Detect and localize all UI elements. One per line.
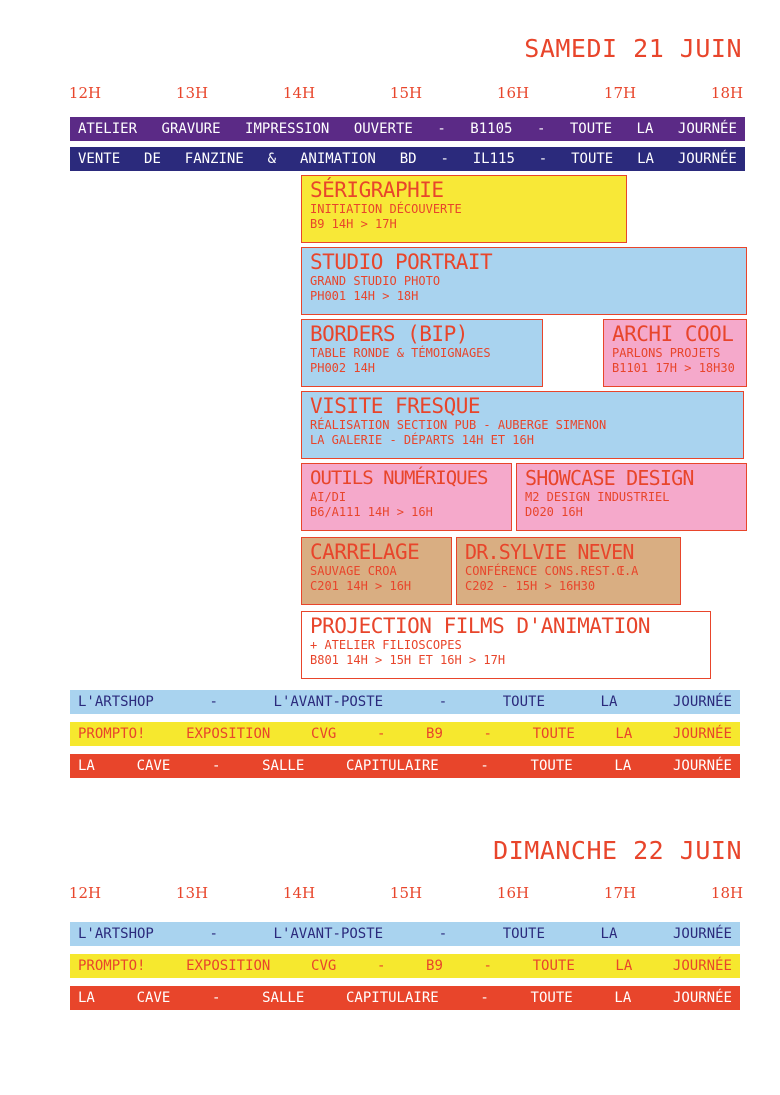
hour-label: 17H [603,84,637,102]
bar-word: - [211,758,221,774]
event-title: SÉRIGRAPHIE [310,178,444,202]
event-projection-films [301,611,711,679]
hour-label: 18H [710,884,744,902]
event-location: B6/A111 14H > 16H [310,505,433,519]
event-title: ARCHI COOL [612,322,734,346]
bar-word: LA [614,990,632,1006]
all-day-bar-prompto [70,722,740,746]
bar-word: LA [600,926,618,942]
event-carrelage [301,537,452,605]
bar-word: CVG [311,726,337,742]
event-location: D020 16H [525,505,583,519]
bar-word: JOURNÉE [672,958,732,974]
event-serigraphie [301,175,627,243]
bar-word: JOURNÉE [677,151,737,167]
sunday-bar-artshop [70,922,740,946]
bar-word: B9 [426,958,443,974]
sunday-hour-axis [0,884,780,908]
event-title: OUTILS NUMÉRIQUES [310,467,488,489]
bar-word: B1105 [470,121,513,137]
bar-word: - [437,121,446,137]
bar-word: TOUTE [530,758,573,774]
bar-word: FANZINE [184,151,244,167]
bar-word: JOURNÉE [672,926,732,942]
event-subtitle: AI/DI [310,490,347,504]
bar-word: TOUTE [530,990,573,1006]
hour-label: 16H [496,84,530,102]
event-subtitle: PARLONS PROJETS [612,346,721,360]
bar-word: - [376,726,386,742]
saturday-title: SAMEDI 21 JUIN [524,34,742,63]
event-location: C202 - 15H > 16H30 [465,579,596,593]
event-subtitle: RÉALISATION SECTION PUB - AUBERGE SIMENON [310,418,607,432]
hour-label: 15H [389,84,423,102]
event-subtitle: M2 DESIGN INDUSTRIEL [525,490,670,504]
bar-word: - [480,990,489,1006]
bar-word: CAPITULAIRE [345,990,439,1006]
hour-label: 13H [175,884,209,902]
event-subtitle: TABLE RONDE & TÉMOIGNAGES [310,346,491,360]
event-subtitle: CONFÉRENCE CONS.REST.Œ.A [465,564,639,578]
bar-word: L'AVANT-POSTE [273,694,384,710]
event-subtitle: + ATELIER FILIOSCOPES [310,638,462,652]
bar-word: LA [614,758,632,774]
event-location: C201 14H > 16H [310,579,412,593]
bar-word: - [438,694,448,710]
event-subtitle: INITIATION DÉCOUVERTE [310,202,462,216]
bar-word: - [483,726,492,742]
event-archi-cool [603,319,747,387]
all-day-bar-gravure [70,117,745,141]
bar-word: - [483,958,492,974]
bar-word: LA [600,694,618,710]
bar-word: TOUTE [571,151,614,167]
bar-word: TOUTE [502,926,545,942]
event-title: VISITE FRESQUE [310,394,481,418]
event-studio-portrait [301,247,747,315]
event-title: BORDERS (BIP) [310,322,468,346]
bar-word: TOUTE [532,726,575,742]
bar-word: - [536,121,546,137]
event-sylvie-neven [456,537,681,605]
event-outils-numeriques [301,463,512,531]
event-location: B9 14H > 17H [310,217,397,231]
bar-word: JOURNÉE [672,726,732,742]
bar-word: JOURNÉE [672,694,732,710]
bar-word: JOURNÉE [672,758,732,774]
bar-word: TOUTE [532,958,575,974]
bar-word: - [376,958,386,974]
bar-word: JOURNÉE [677,121,737,137]
bar-word: - [480,758,489,774]
sunday-bar-prompto [70,954,740,978]
event-visite-fresque [301,391,744,459]
bar-word: SALLE [262,758,305,774]
bar-word: CAVE [136,758,171,774]
event-title: CARRELAGE [310,540,420,564]
event-location: B1101 17H > 18H30 [612,361,735,375]
bar-word: L'ARTSHOP [78,694,154,710]
event-title: PROJECTION FILMS D'ANIMATION [310,614,651,638]
event-location: B801 14H > 15H ET 16H > 17H [310,653,506,667]
bar-word: JOURNÉE [672,990,732,1006]
hour-label: 13H [175,84,209,102]
bar-word: DE [144,151,161,167]
bar-word: - [209,926,218,942]
bar-word: OUVERTE [353,121,413,137]
event-subtitle: SAUVAGE CROA [310,564,397,578]
bar-word: CAVE [136,990,171,1006]
bar-word: BD [399,151,417,167]
hour-label: 18H [710,84,744,102]
hour-label: 12H [68,84,102,102]
bar-word: TOUTE [569,121,613,137]
bar-word: SALLE [262,990,305,1006]
bar-word: LA [637,151,654,167]
all-day-bar-fanzine [70,147,745,171]
sunday-bar-cave [70,986,740,1010]
bar-word: IL115 [472,151,515,167]
event-showcase-design [516,463,747,531]
hour-label: 16H [496,884,530,902]
hour-label: 17H [603,884,637,902]
all-day-bar-cave [70,754,740,778]
bar-word: EXPOSITION [186,958,271,974]
bar-word: LA [615,958,633,974]
bar-word: PROMPTO! [78,958,146,974]
event-location: LA GALERIE - DÉPARTS 14H ET 16H [310,433,534,447]
event-location: PH002 14H [310,361,376,375]
bar-word: - [209,694,218,710]
event-title: STUDIO PORTRAIT [310,250,493,274]
bar-word: IMPRESSION [245,121,330,137]
bar-word: CVG [311,958,337,974]
bar-word: - [440,151,449,167]
bar-word: LA [615,726,633,742]
bar-word: EXPOSITION [186,726,271,742]
bar-word: LA [78,758,95,774]
bar-word: & [267,151,277,167]
bar-word: CAPITULAIRE [345,758,439,774]
bar-word: VENTE [78,151,121,167]
bar-word: B9 [426,726,443,742]
event-title: SHOWCASE DESIGN [525,466,694,490]
event-location: PH001 14H > 18H [310,289,419,303]
sunday-title: DIMANCHE 22 JUIN [493,836,742,865]
bar-word: L'ARTSHOP [78,926,154,942]
event-title: DR.SYLVIE NEVEN [465,540,634,564]
hour-label: 15H [389,884,423,902]
bar-word: ANIMATION [299,151,376,167]
bar-word: - [538,151,548,167]
hour-label: 14H [282,884,316,902]
bar-word: - [438,926,448,942]
bar-word: L'AVANT-POSTE [273,926,384,942]
event-subtitle: GRAND STUDIO PHOTO [310,274,441,288]
hour-label: 14H [282,84,316,102]
saturday-hour-axis [0,84,780,108]
hour-label: 12H [68,884,102,902]
bar-word: GRAVURE [161,121,221,137]
bar-word: PROMPTO! [78,726,146,742]
bar-word: - [211,990,221,1006]
all-day-bar-artshop [70,690,740,714]
bar-word: ATELIER [78,121,138,137]
event-borders [301,319,543,387]
bar-word: LA [78,990,95,1006]
bar-word: LA [636,121,654,137]
bar-word: TOUTE [502,694,545,710]
